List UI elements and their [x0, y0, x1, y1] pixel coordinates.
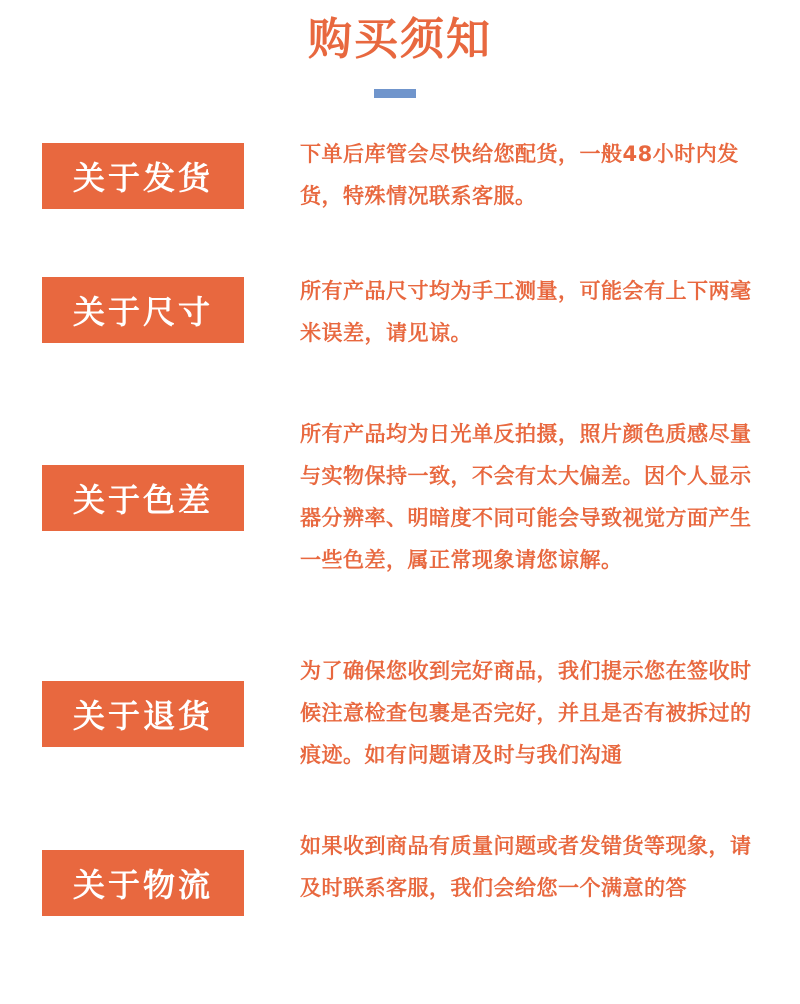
text-color-difference: 所有产品均为日光单反拍摄，照片颜色质感尽量与实物保持一致，不会有太大偏差。因个人显示器分辨率、明暗度不同可能会导致视觉方面产生一些色差，属正常现象请您谅解。	[300, 422, 752, 572]
text-returns: 为了确保您收到完好商品，我们提示您在签收时候注意检查包裹是否完好，并且是否有被拆过的痕迹。如有问题请及时与我们沟通	[300, 659, 752, 767]
text-logistics: 如果收到商品有质量问题或者发错货等现象，请及时联系客服，我们会给您一个满意的答	[300, 834, 752, 900]
text-size: 所有产品尺寸均为手工测量，可能会有上下两毫米误差，请见谅。	[300, 279, 752, 345]
label-returns: 关于退货	[42, 681, 244, 747]
text-shipping: 下单后库管会尽快给您配货，一般48小时内发货，特殊情况联系客服。	[300, 142, 739, 208]
page-title: 购买须知	[308, 14, 492, 65]
label-color-difference: 关于色差	[42, 465, 244, 531]
title-underline	[374, 89, 416, 98]
label-shipping: 关于发货	[42, 143, 244, 209]
label-size: 关于尺寸	[42, 277, 244, 343]
label-logistics: 关于物流	[42, 850, 244, 916]
